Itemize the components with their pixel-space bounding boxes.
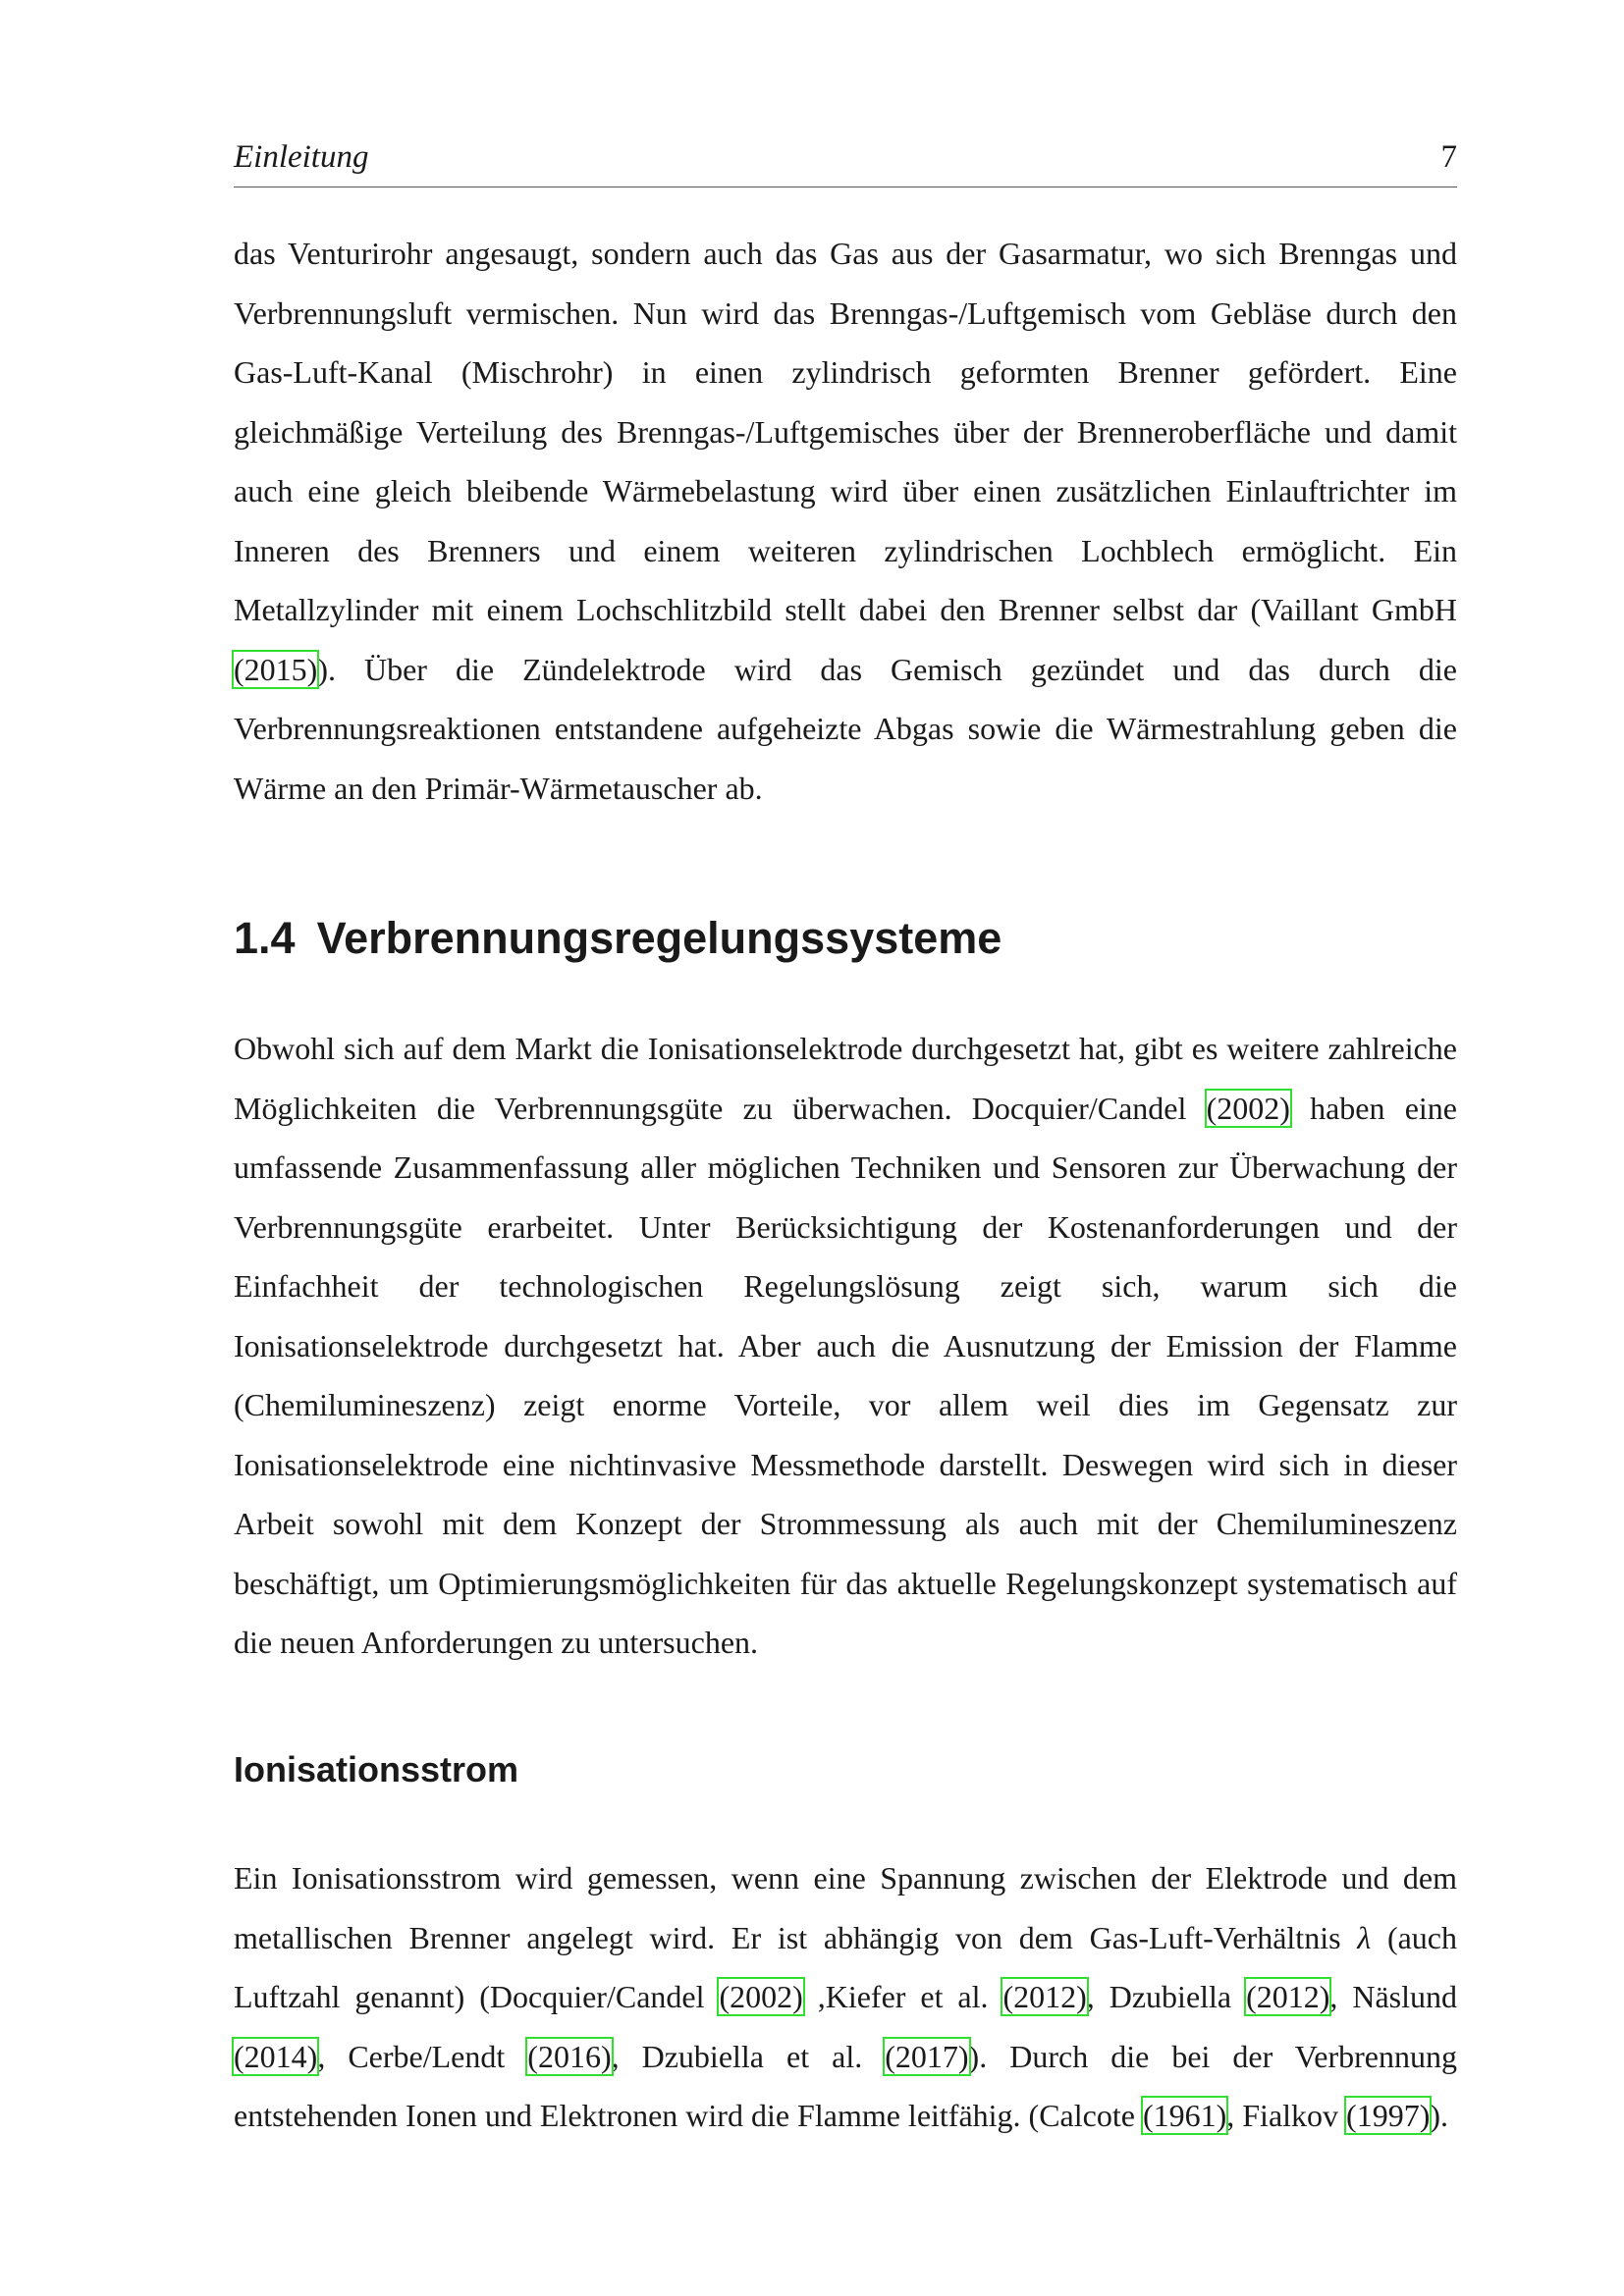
subsection-text: ). Durch die bei der Verbrennung entstehenden Ionen und Elektronen wird die Flamme leitfähig. (Calcote bbox=[234, 2038, 1457, 2133]
section-paragraph bbox=[234, 1019, 1457, 1673]
citation-link[interactable]: (1961) bbox=[1142, 2098, 1227, 2133]
intro-text-end: ). Über die Zündelektrode wird das Gemisch gezündet und das durch die Verbrennungsreaktionen entstandene aufgeheizte Abgas sowie die Wärmestrahlung geben die Wärme an den Primär-Wärmetauscher ab. bbox=[234, 651, 1457, 806]
citation-link[interactable]: (2014) bbox=[234, 2038, 318, 2074]
intro-paragraph-block bbox=[234, 224, 1457, 818]
subsection-heading: Ionisationsstrom bbox=[234, 1749, 519, 1789]
running-title: Einleitung bbox=[234, 139, 369, 175]
citation-link[interactable]: (2002) bbox=[1206, 1090, 1290, 1126]
intro-paragraph bbox=[234, 224, 1457, 818]
subsection-text: Ein Ionisationsstrom wird gemessen, wenn eine Spannung zwischen der Elektrode und dem metallischen Brenner angelegt wird. Er ist abhängig von dem Gas-Luft-Verhältnis bbox=[234, 1860, 1457, 1955]
citation-link[interactable]: (2002) bbox=[719, 1979, 803, 2014]
section-heading bbox=[234, 911, 1001, 966]
subsection-paragraph bbox=[234, 1848, 1457, 2146]
subsection-paragraph-block bbox=[234, 1848, 1457, 2146]
subsection-text: ). bbox=[1430, 2098, 1448, 2133]
citation-link[interactable]: (2012) bbox=[1002, 1979, 1087, 2014]
page-number: 7 bbox=[1440, 139, 1457, 175]
subsection-text: ,Kiefer et al. bbox=[802, 1979, 1003, 2014]
subsection-text: , Dzubiella bbox=[1086, 1979, 1247, 2014]
section-title: Verbrennungsregelungssysteme bbox=[316, 913, 1002, 963]
citation-link[interactable]: (2012) bbox=[1246, 1979, 1330, 2014]
subsection-text: , Fialkov bbox=[1226, 2098, 1347, 2133]
subsection-text: , Cerbe/Lendt bbox=[317, 2038, 528, 2074]
subsection-text: , Näslund bbox=[1329, 1979, 1458, 2014]
section-paragraph-block bbox=[234, 1019, 1457, 1673]
subsection-text: , Dzubiella et al. bbox=[611, 2038, 886, 2074]
citation-link[interactable]: (2015) bbox=[234, 651, 318, 687]
citation-link[interactable]: (2016) bbox=[527, 2038, 612, 2074]
page-header bbox=[234, 135, 1457, 187]
lambda-symbol: λ bbox=[1357, 1919, 1372, 1955]
citation-link[interactable]: (1997) bbox=[1346, 2098, 1431, 2133]
subsection-text: (auch Luftzahl genannt) (Docquier/Candel bbox=[234, 1919, 1458, 2014]
citation-link[interactable]: (2017) bbox=[885, 2038, 969, 2074]
intro-text: das Venturirohr angesaugt, sondern auch das Gas aus der Gasarmatur, wo sich Brenngas und Verbrennungsluft vermischen. Nun wird das Brenngas-/Luftgemisch vom Gebläse durch den Gas-Luft-Kanal (Mischrohr) in einen zylindrisch geformten Brenner gefördert. Eine gleichmäßige Verteilung des Brenngas-/Luftgemisches über der Brenneroberfläche und damit auch eine gleich bleibende Wärmebelastung wird über einen zusätzlichen Einlauftrichter im Inneren des Brenners und einem weiteren zylindrischen Lochblech ermöglicht. Ein Metallzylinder mit einem Lochschlitzbild stellt dabei den Brenner selbst dar (Vaillant GmbH bbox=[234, 236, 1457, 627]
section-number: 1.4 bbox=[234, 913, 296, 963]
section-text-end: haben eine umfassende Zusammenfassung aller möglichen Techniken und Sensoren zur Überwachung der Verbrennungsgüte erarbeitet. Unter Berücksichtigung der Kostenanforderungen und der Einfachheit der technologischen Regelungslösung zeigt sich, warum sich die Ionisationselektrode durchgesetzt hat. Aber auch die Ausnutzung der Emission der Flamme (Chemilumineszenz) zeigt enorme Vorteile, vor allem weil dies im Gegensatz zur Ionisationselektrode eine nichtinvasive Messmethode darstellt. Deswegen wird sich in dieser Arbeit sowohl mit dem Konzept der Strommessung als auch mit der Chemilumineszenz beschäftigt, um Optimierungsmöglichkeiten für das aktuelle Regelungskonzept systematisch auf die neuen Anforderungen zu untersuchen. bbox=[234, 1090, 1458, 1660]
section-text: Obwohl sich auf dem Markt die Ionisationselektrode durchgesetzt hat, gibt es weitere zahlreiche Möglichkeiten die Verbrennungsgüte zu überwachen. Docquier/Candel bbox=[234, 1031, 1457, 1126]
